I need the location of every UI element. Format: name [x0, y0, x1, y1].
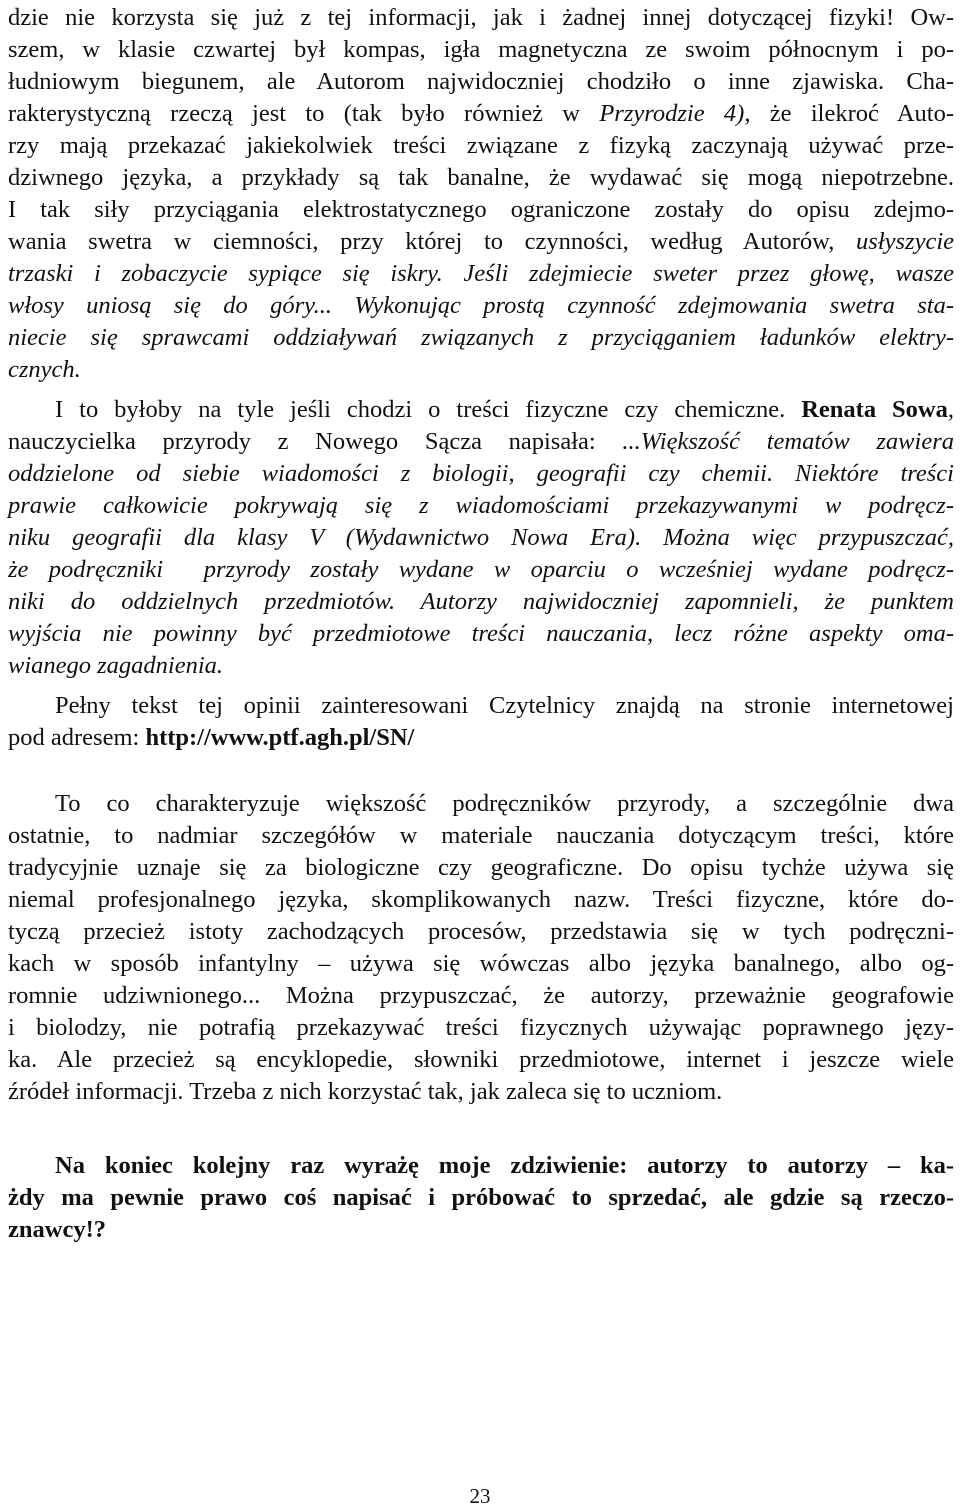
text-line: żdy ma pewnie prawo coś napisać i próbować to sprzedać, ale gdzie są rzeczo- [8, 1184, 954, 1211]
italic-quote: usłyszycie [856, 228, 954, 255]
text-line: źródeł informacji. Trzeba z nich korzystać tak, jak zaleca się to uczniom. [8, 1078, 723, 1105]
text-line: wyjścia nie powinny być przedmiotowe treści nauczania, lecz różne aspekty oma- [8, 620, 954, 647]
text-line: kach w sposób infantylny – używa się wówczas albo języka banalnego, albo og- [8, 950, 954, 977]
text-line: znawcy!? [8, 1216, 106, 1243]
text-line: rzy mają przekazać jakiekolwiek treści związane z fizyką zaczynają używać prze- [8, 132, 954, 159]
text-line: dziwnego języka, a przykłady są tak banalne, że wydawać się mogą niepotrzebne. [8, 164, 954, 191]
text-line: cznych. [8, 356, 81, 383]
text-line: ka. Ale przecież są encyklopedie, słowniki przedmiotowe, internet i jeszcze wiele [8, 1046, 954, 1073]
text-line: włosy uniosą się do góry... Wykonując prostą czynność zdejmowania swetra sta- [8, 292, 954, 319]
website-url: http://www.ptf.agh.pl/SN/ [145, 724, 415, 751]
text-line: niecie się sprawcami oddziaływań związanych z przyciąganiem ładunków elektry- [8, 324, 954, 351]
page-number: 23 [469, 1484, 491, 1508]
text-line: wania swetra w ciemności, przy której to czynności, według Autorów, usłyszycie [8, 228, 954, 255]
text-line: To co charakteryzuje większość podręczników przyrody, a szczególnie dwa [55, 790, 954, 817]
text-line: niku geografii dla klasy V (Wydawnictwo Nowa Era). Można więc przypuszczać, [8, 524, 954, 551]
text-line: Pełny tekst tej opinii zainteresowani Czytelnicy znajdą na stronie internetowej [55, 692, 954, 719]
text-line: trzaski i zobaczycie sypiące się iskry. Jeśli zdejmiecie sweter przez głowę, wasze [8, 260, 954, 287]
italic-title: Przyrodzie 4) [599, 100, 745, 127]
italic-quote: ...Większość tematów zawiera [622, 428, 954, 455]
text-line: i biolodzy, nie potrafią przekazywać treści fizycznych używając poprawnego języ- [8, 1014, 954, 1041]
text-line: pod adresem: http://www.ptf.agh.pl/SN/ [8, 724, 415, 751]
text-line: prawie całkowicie pokrywają się z wiadomościami przekazywanymi w podręcz- [8, 492, 954, 519]
text-line: oddzielone od siebie wiadomości z biologii, geografii czy chemii. Niektóre treści [8, 460, 954, 487]
text-line: I to byłoby na tyle jeśli chodzi o treści fizyczne czy chemiczne. Renata Sowa, [55, 396, 954, 423]
text-line: dzie nie korzysta się już z tej informacji, jak i żadnej innej dotyczącej fizyki! Ow- [8, 4, 954, 31]
text-line: romnie udziwnionego... Można przypuszczać, że autorzy, przeważnie geografowie [8, 982, 954, 1009]
text-line: I tak siły przyciągania elektrostatycznego ograniczone zostały do opisu zdejmo- [8, 196, 954, 223]
text-line: szem, w klasie czwartej był kompas, igła magnetyczna ze swoim północnym i po- [8, 36, 954, 63]
text-line: tyczą przecież istoty zachodzących procesów, przedstawia się w tych podręczni- [8, 918, 954, 945]
text-line: niki do oddzielnych przedmiotów. Autorzy najwidoczniej zapomnieli, że punktem [8, 588, 954, 615]
text-line: niemal profesjonalnego języka, skomplikowanych nazw. Treści fizyczne, które do- [8, 886, 954, 913]
author-name: Renata Sowa [801, 396, 948, 423]
text-line: nauczycielka przyrody z Nowego Sącza napisała: ...Większość tematów zawiera [8, 428, 954, 455]
text-line: tradycyjnie uznaje się za biologiczne czy geograficzne. Do opisu tychże używa się [8, 854, 954, 881]
text-line: ostatnie, to nadmiar szczegółów w materiale nauczania dotyczącym treści, które [8, 822, 954, 849]
text-line: łudniowym biegunem, ale Autorom najwidoczniej chodziło o inne zjawiska. Cha- [8, 68, 954, 95]
text-line: Na koniec kolejny raz wyrażę moje zdziwienie: autorzy to autorzy – ka- [55, 1152, 954, 1179]
text-line: rakterystyczną rzeczą jest to (tak było również w Przyrodzie 4), że ilekroć Auto- [8, 100, 954, 127]
text-line: wianego zagadnienia. [8, 652, 224, 679]
text-line: że podręczniki przyrody zostały wydane w oparciu o wcześniej wydane podręcz- [8, 556, 954, 583]
